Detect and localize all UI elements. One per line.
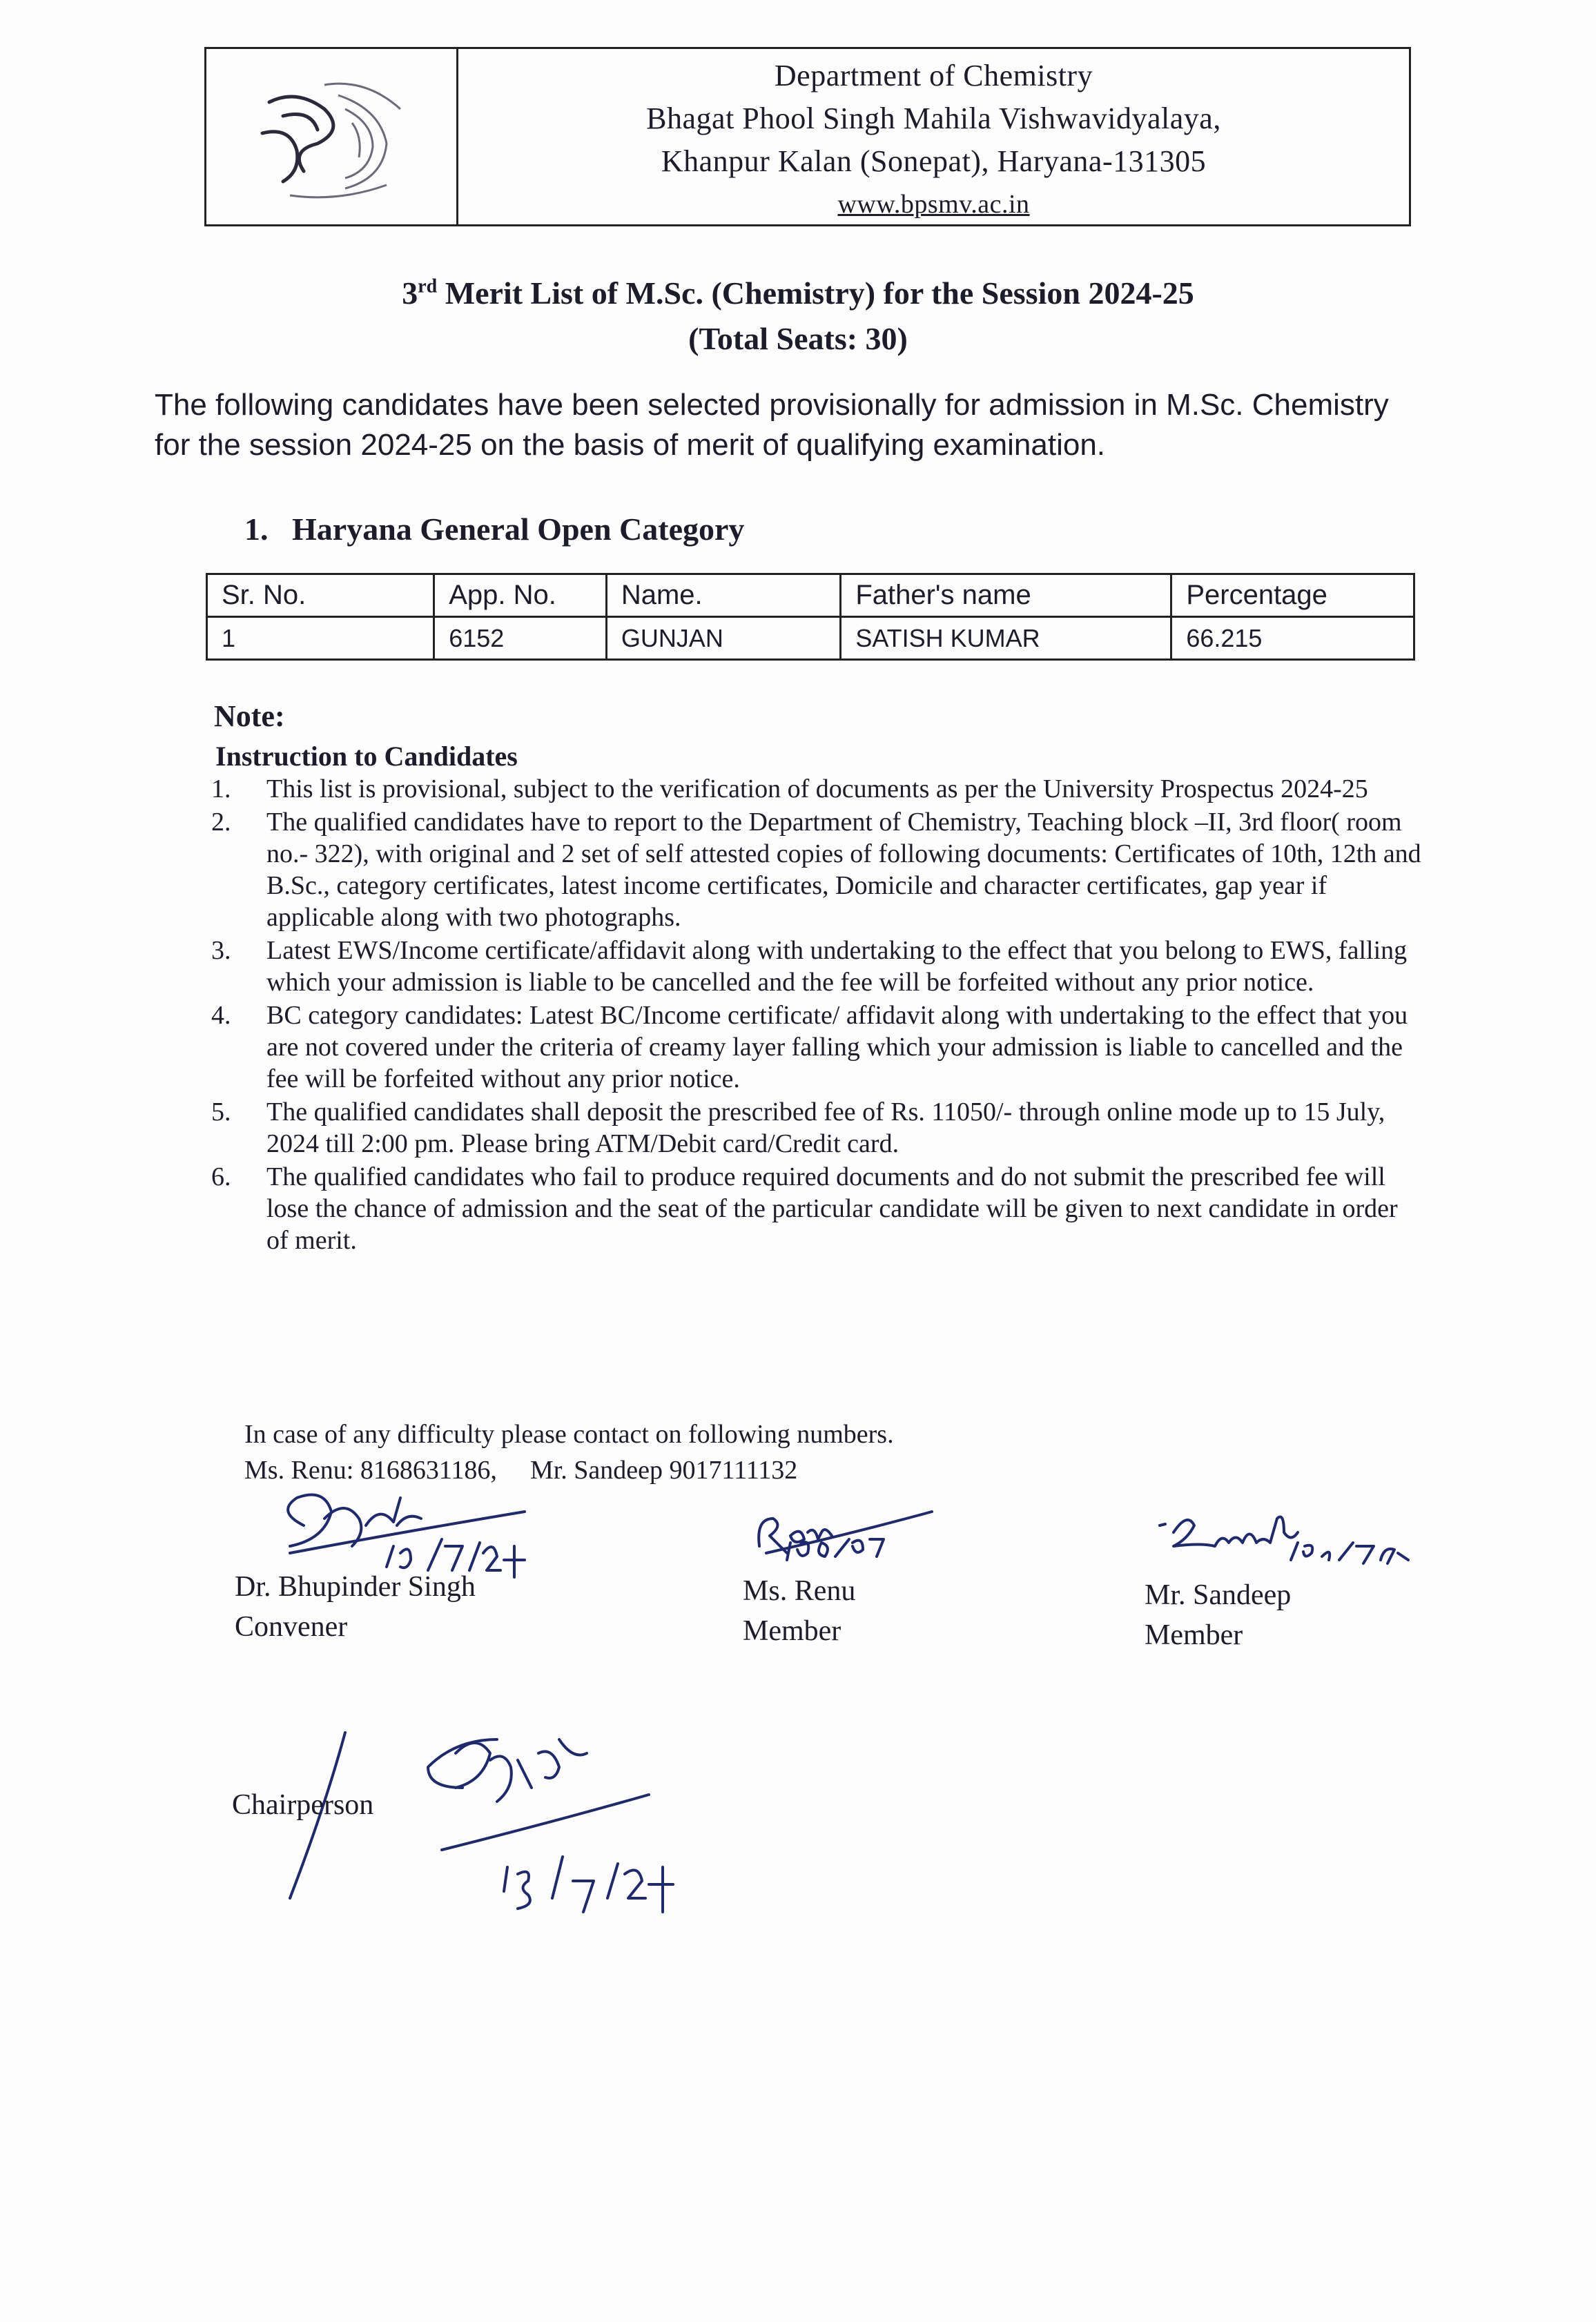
item-text: This list is provisional, subject to the verification of documents as per the University Prospectus 2024-25 [266,774,1368,803]
title-text: Merit List of M.Sc. (Chemistry) for the Session 2024-25 [437,275,1194,311]
member-sandeep-block [1145,1575,1291,1655]
logo-emblem-icon [242,68,421,206]
title-ordinal-suffix: rd [418,275,438,297]
table-row [207,617,1414,660]
university-name: Bhagat Phool Singh Mahila Vishwavidyalaya, [646,101,1221,135]
instructions-list [207,773,1422,1258]
merit-table [206,573,1415,661]
university-address: Khanpur Kalan (Sonepat), Haryana-131305 [661,144,1207,178]
list-item [207,999,1422,1095]
instructions-heading: Instruction to Candidates [215,741,518,772]
list-item [207,935,1422,998]
university-logo [206,49,458,224]
item-number: 6. [211,1162,231,1191]
item-text: The qualified candidates shall deposit the prescribed fee of Rs. 11050/- through online mode up to 15 July, 2024 till 2:00 pm. Please bring ATM/Debit card/Credit card. [266,1097,1385,1158]
cell-percentage: 66.215 [1171,617,1414,660]
signature-chairperson [414,1712,704,1933]
letterhead [204,47,1411,226]
cell-name: GUNJAN [606,617,841,660]
cell-sr-no: 1 [207,617,434,660]
contact-intro: In case of any difficulty please contact on following numbers. [244,1420,894,1449]
member-renu-role: Member [743,1615,841,1647]
item-number: 4. [211,1001,231,1030]
list-item [207,1161,1422,1256]
signature-member-renu [752,1505,960,1574]
col-fathers-name: Father's name [841,574,1171,617]
contact-info [244,1416,894,1488]
convener-name: Dr. Bhupinder Singh [235,1571,476,1603]
member-sandeep-role: Member [1145,1619,1243,1651]
note-label: Note: [214,699,285,733]
signature-convener [262,1484,552,1581]
department-name: Department of Chemistry [774,59,1093,92]
chairperson-label: Chairperson [232,1789,374,1821]
member-renu-name: Ms. Renu [743,1575,856,1607]
category-heading: 1. Haryana General Open Category [244,511,745,547]
intro-line-2: for the session 2024-25 on the basis of merit of qualifying examination. [155,428,1106,462]
convener-block [235,1567,476,1647]
contact-renu: Ms. Renu: 8168631186, [244,1456,497,1485]
member-sandeep-name: Mr. Sandeep [1145,1579,1292,1611]
list-item [207,773,1422,805]
item-text: The qualified candidates who fail to produce required documents and do not submit the prescribed fee will lose the chance of admission and the seat of the particular candidate will be given to next candidate in order of merit. [266,1162,1398,1255]
intro-line-1: The following candidates have been selected provisionally for admission in M.Sc. Chemistry [155,388,1389,422]
convener-role: Convener [235,1611,348,1643]
title-ordinal: 3 [402,275,418,311]
total-seats: (Total Seats: 30) [688,321,908,356]
item-number: 5. [211,1097,231,1126]
contact-numbers [244,1452,894,1488]
intro-paragraph [155,385,1397,465]
cell-fathers-name: SATISH KUMAR [841,617,1171,660]
cell-app-no: 6152 [434,617,607,660]
list-item [207,1096,1422,1160]
table-header-row [207,574,1414,617]
letterhead-text [458,49,1409,224]
item-number: 1. [211,774,231,803]
item-text: BC category candidates: Latest BC/Income certificate/ affidavit along with undertaking to the effect that you are not covered under the criteria of creamy layer falling which your admission is liable to cancelled and the fee will be forfeited without any prior notice. [266,1001,1408,1093]
list-item [207,806,1422,933]
item-text: The qualified candidates have to report to the Department of Chemistry, Teaching block –II, 3rd floor( room no.- 322), with original and 2 set of self attested copies of following documents: Certificates of 10th, 12th and B.Sc., category certificates, latest income certificates, Domicile and character certificates, gap year if applicable along with two photographs. [266,808,1421,932]
col-percentage: Percentage [1171,574,1414,617]
contact-sandeep: Mr. Sandeep 9017111132 [529,1456,798,1485]
item-number: 3. [211,936,231,965]
item-number: 2. [211,808,231,837]
member-renu-block [743,1571,855,1651]
item-text: Latest EWS/Income certificate/affidavit along with undertaking to the effect that you belong to EWS, falling which your admission is liable to be cancelled and the fee will be forfeited without any prior notice. [266,936,1408,997]
col-name: Name. [606,574,841,617]
col-app-no: App. No. [434,574,607,617]
col-sr-no: Sr. No. [207,574,434,617]
merit-list-title [0,275,1596,311]
website-link[interactable]: www.bpsmv.ac.in [837,190,1030,219]
